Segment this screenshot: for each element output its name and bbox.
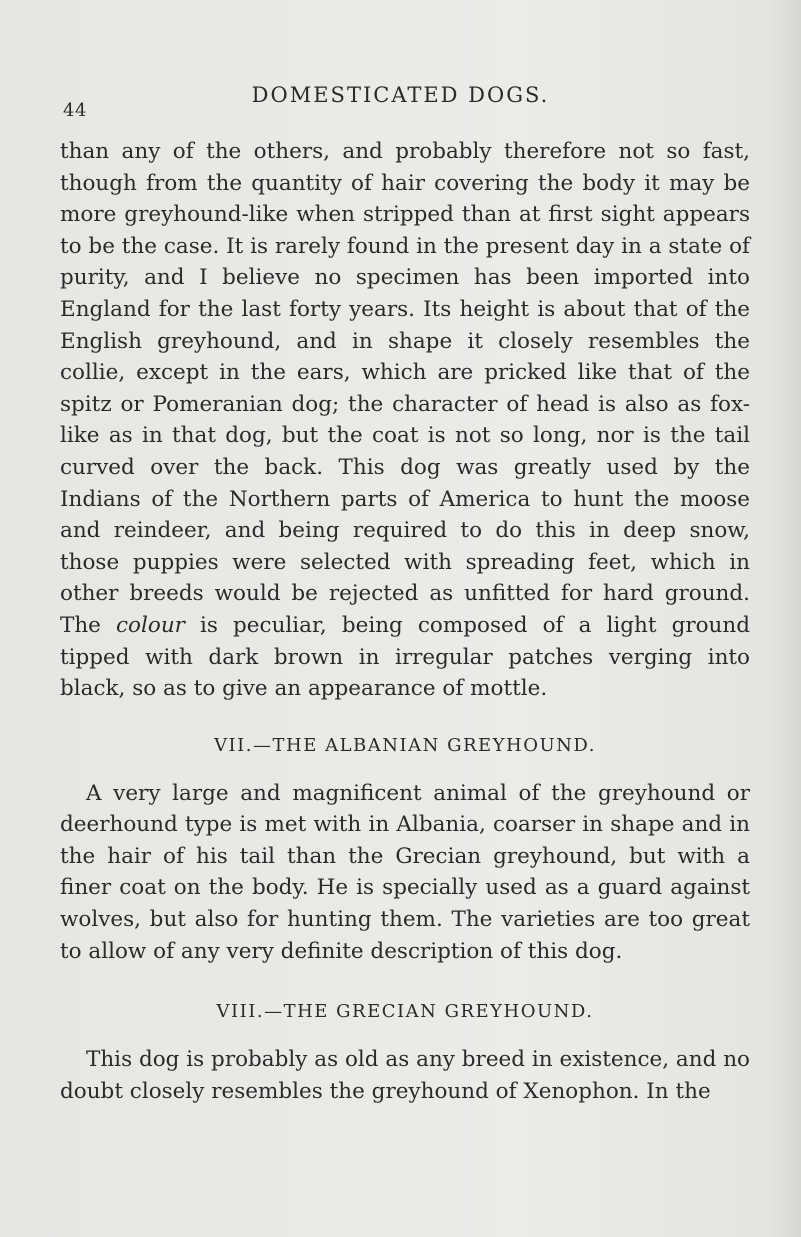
page-number: 44 [63, 100, 87, 121]
paragraph-albanian-greyhound: A very large and magnificent animal of the greyhound or deerhound type is met with in Albania, coarser in shape and in the hair of his tail than the Grecian greyhound, but with a finer coat on the body. He is specially used as a guard against wolves, but also for hunting them. The varieties are too great to allow of any very definite description of this dog. [60, 780, 750, 964]
running-head: DOMESTICATED DOGS. [251, 83, 550, 107]
paragraph-text-end: is peculiar, being composed of a light ground tipped with dark brown in irregular patches verging into black, so as to give an appearance of mottle. [60, 612, 751, 702]
paragraph-grecian-greyhound: This dog is probably as old as any breed in existence, and no doubt closely resembles the greyhound of Xenophon. In the [60, 1047, 750, 1104]
section-heading-grecian-greyhound: VIII.—THE GRECIAN GREYHOUND. [216, 1001, 594, 1023]
italic-term-colour: colour [116, 612, 185, 638]
paragraph-text: than any of the others, and probably therefore not so fast, though from the quantity of hair covering the body it may be more greyhound-like when stripped than at first sight appears to be the case. It is rarely found in the present day in a state of purity, and I believe no specimen has been imported into England for the last forty years. Its height is about that of the English greyhound, and in shape it closely resembles the collie, except in the ears, which are pricked like that of the spitz or Pomeranian dog; the character of head is also as fox-like as in that dog, but the coat is not so long, nor is the tail curved over the back. This dog was greatly used by the Indians of the Northern parts of America to hunt the moose and reindeer, and being required to do this in deep snow, those puppies were selected with spreading feet, which in other breeds would be rejected as unfitted for hard ground. The [60, 139, 750, 638]
paragraph-continuation [60, 136, 750, 705]
section-heading-albanian-greyhound: VII.—THE ALBANIAN GREYHOUND. [214, 734, 596, 756]
page-body [60, 136, 750, 1107]
